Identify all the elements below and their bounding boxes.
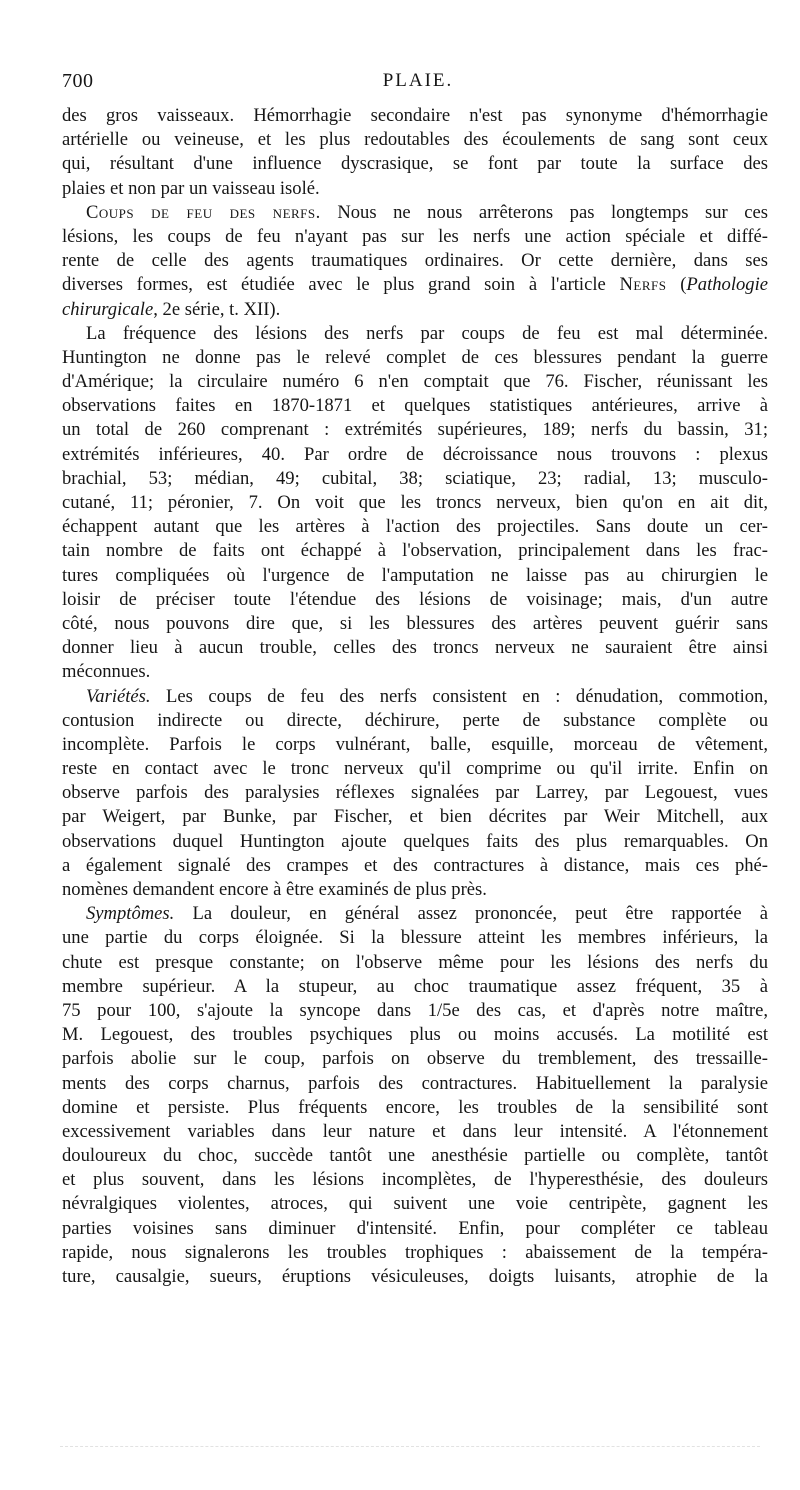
text-line <box>62 636 768 660</box>
text-line <box>62 854 768 878</box>
text-line <box>62 467 768 491</box>
text-segment: d'Amérique; la circulaire numéro 6 n'en comptait que 76. Fischer, réunissant les <box>62 371 768 393</box>
text-line <box>62 152 768 176</box>
text-line <box>62 539 768 563</box>
text-line <box>62 1072 768 1096</box>
text-segment: par Weigert, par Bunke, par Fischer, et bien décrites par Weir Mitchell, aux <box>62 806 768 828</box>
text-segment: méconnues. <box>62 661 151 683</box>
text-line <box>62 298 768 322</box>
text-segment: La douleur, en général assez prononcée, peut être rapportée à <box>174 903 768 925</box>
text-segment: plaies et non par un vaisseau isolé. <box>62 177 320 199</box>
text-segment: artérielle ou veineuse, et les plus redoutables des écoulements de sang sont ceux <box>62 129 768 151</box>
text-line <box>62 1168 768 1192</box>
text-segment: et plus souvent, dans les lésions incomplètes, de l'hyperesthésie, des douleurs <box>62 1169 768 1191</box>
text-line <box>62 709 768 733</box>
text-segment: Nous ne nous arrêterons pas longtemps sur ces <box>320 201 768 223</box>
page-number: 700 <box>62 70 94 92</box>
text-segment: nomènes demandent encore à être examinés de plus près. <box>62 879 487 900</box>
text-line <box>62 685 768 709</box>
text-line <box>62 249 768 273</box>
text-segment: chute est presque constante; on l'observe même pour les lésions des nerfs du <box>62 951 768 973</box>
text-segment: contusion indirecte ou directe, déchirure, perte de substance complète ou <box>62 709 768 731</box>
text-line <box>62 999 768 1023</box>
text-line <box>62 177 768 201</box>
text-segment: diverses formes, est étudiée avec le plus grand soin à l'article <box>62 274 620 296</box>
scan-noise-divider <box>60 1446 760 1448</box>
text-segment: tures compliquées où l'urgence de l'amputation ne laisse pas au chirurgien le <box>62 564 768 586</box>
text-segment: Huntington ne donne pas le relevé complet de ces blessures pendant la guerre <box>62 346 768 368</box>
text-line <box>62 1096 768 1120</box>
text-segment: Symptômes. <box>86 903 175 925</box>
body-text <box>62 104 768 1289</box>
text-segment: loisir de préciser toute l'étendue des lésions de voisinage; mais, d'un autre <box>62 588 768 610</box>
text-line <box>62 1144 768 1168</box>
text-line <box>62 346 768 370</box>
text-segment: incomplète. Parfois le corps vulnérant, balle, esquille, morceau de vêtement, <box>62 733 768 755</box>
text-line <box>62 781 768 805</box>
text-segment: tain nombre de faits ont échappé à l'observation, principalement dans les frac- <box>62 540 768 562</box>
text-segment: Pathologie <box>686 274 768 296</box>
text-line <box>62 733 768 757</box>
text-segment: parfois abolie sur le coup, parfois on observe du tremblement, des tressaille- <box>62 1048 768 1070</box>
text-line <box>62 1265 768 1289</box>
text-line <box>62 1241 768 1265</box>
text-line <box>62 394 768 418</box>
text-segment: cutané, 11; péronier, 7. On voit que les troncs nerveux, bien qu'on en ait dit, <box>62 492 768 513</box>
text-segment: excessivement variables dans leur nature et dans leur intensité. A l'étonnement <box>62 1120 768 1142</box>
text-line <box>62 273 768 297</box>
text-line <box>62 1023 768 1047</box>
text-line <box>62 805 768 829</box>
text-segment: qui, résultant d'une influence dyscrasique, se font par toute la surface des <box>62 153 768 175</box>
text-segment: lésions, les coups de feu n'ayant pas sur les nerfs une action spéciale et diffé- <box>62 225 768 247</box>
text-line <box>62 830 768 854</box>
text-segment: observations faites en 1870-1871 et quelques statistiques antérieures, arrive à <box>62 395 768 417</box>
text-line <box>62 975 768 999</box>
text-segment: extrémités inférieures, 40. Par ordre de décroissance nous trouvons : plexus <box>62 443 768 465</box>
text-segment: échappent autant que les artères à l'action des projectiles. Sans doute un cer- <box>62 516 768 538</box>
text-line <box>62 660 768 684</box>
text-segment: , 2e série, t. XII). <box>153 298 281 320</box>
text-line <box>62 515 768 539</box>
text-segment: névralgiques violentes, atroces, qui suivent une voie centripète, gagnent les <box>62 1193 768 1215</box>
text-line <box>62 1217 768 1241</box>
text-line <box>62 902 768 926</box>
text-segment: une partie du corps éloignée. Si la blessure atteint les membres inférieurs, la <box>62 927 768 949</box>
text-segment: reste en contact avec le tronc nerveux qu'il comprime ou qu'il irrite. Enfin on <box>62 758 768 780</box>
text-segment: rente de celle des agents traumatiques ordinaires. Or cette dernière, dans ses <box>62 250 768 272</box>
text-line <box>62 926 768 950</box>
text-line <box>62 951 768 975</box>
text-segment: douloureux du choc, succède tantôt une anesthésie partielle ou complète, tantôt <box>62 1145 768 1167</box>
text-line <box>62 370 768 394</box>
text-segment: des gros vaisseaux. Hémorrhagie secondaire n'est pas synonyme d'hémorrhagie <box>62 105 768 126</box>
text-segment: domine et persiste. Plus fréquents encore, les troubles de la sensibilité sont <box>62 1096 768 1118</box>
text-line <box>62 128 768 152</box>
text-segment: 75 pour 100, s'ajoute la syncope dans 1/5e des cas, et d'après notre maître, <box>62 999 768 1021</box>
text-segment: M. Legouest, des troubles psychiques plus ou moins accusés. La motilité est <box>62 1024 768 1046</box>
text-line <box>62 418 768 442</box>
text-segment: Variétés. <box>86 685 151 707</box>
text-segment: Nerfs <box>619 274 667 296</box>
text-line <box>62 322 768 346</box>
text-line <box>62 443 768 467</box>
text-line <box>62 588 768 612</box>
text-line <box>62 1120 768 1144</box>
text-segment: brachial, 53; médian, 49; cubital, 38; sciatique, 23; radial, 13; musculo- <box>62 467 768 489</box>
text-segment: Les coups de feu des nerfs consistent en : dénudation, commotion, <box>150 685 768 707</box>
text-line <box>62 201 768 225</box>
text-line <box>62 225 768 249</box>
page-header <box>62 70 774 98</box>
text-line <box>62 104 768 128</box>
text-segment: observations duquel Huntington ajoute quelques faits des plus remarquables. On <box>62 830 768 852</box>
text-segment: membre supérieur. A la stupeur, au choc traumatique assez fréquent, 35 à <box>62 975 768 997</box>
text-segment: ture, causalgie, sueurs, éruptions vésiculeuses, doigts luisants, atrophie de la <box>62 1266 768 1287</box>
text-segment: côté, nous pouvons dire que, si les blessures des artères peuvent guérir sans <box>62 612 768 634</box>
text-segment: Coups de feu des nerfs. <box>86 201 321 223</box>
text-segment: La fréquence des lésions des nerfs par coups de feu est mal déterminée. <box>86 322 768 344</box>
text-segment: un total de 260 comprenant : extrémités supérieures, 189; nerfs du bassin, 31; <box>62 419 768 441</box>
text-line <box>62 1192 768 1216</box>
text-segment: parties voisines sans diminuer d'intensité. Enfin, pour compléter ce tableau <box>62 1217 768 1239</box>
text-line <box>62 564 768 588</box>
text-segment: ( <box>666 274 687 296</box>
text-segment: observe parfois des paralysies réflexes signalées par Larrey, par Legouest, vues <box>62 782 768 804</box>
text-segment: chirurgicale <box>62 298 154 320</box>
text-segment: a également signalé des crampes et des contractures à distance, mais ces phé- <box>62 854 768 876</box>
text-segment: donner lieu à aucun trouble, celles des troncs nerveux ne sauraient être ainsi <box>62 637 768 659</box>
text-line <box>62 757 768 781</box>
text-line <box>62 612 768 636</box>
text-line <box>62 878 768 902</box>
text-line <box>62 491 768 515</box>
running-title: PLAIE. <box>382 70 454 91</box>
text-segment: rapide, nous signalerons les troubles trophiques : abaissement de la tempéra- <box>62 1241 768 1263</box>
text-segment: ments des corps charnus, parfois des contractures. Habituellement la paralysie <box>62 1072 768 1094</box>
text-line <box>62 1047 768 1071</box>
